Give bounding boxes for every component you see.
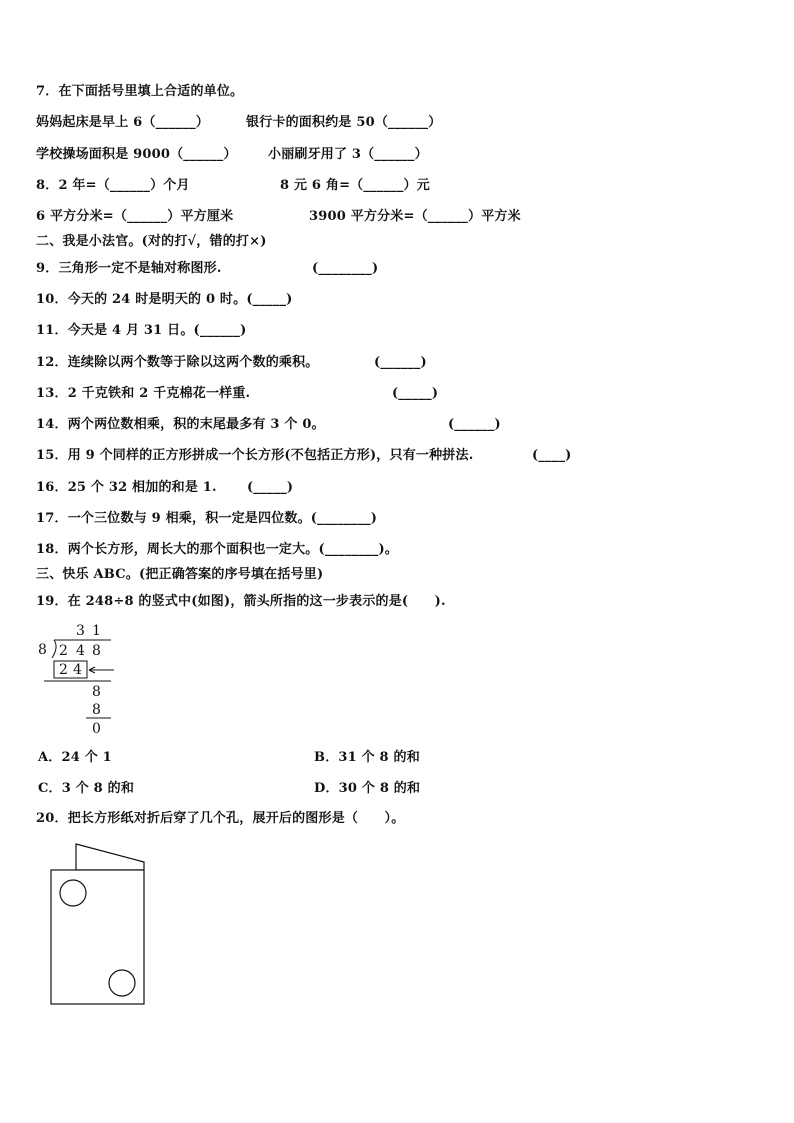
q12-text: 12．连续除以两个数等于除以这两个数的乘积。: [36, 355, 319, 370]
q19-option-a[interactable]: A．24 个 1: [38, 750, 112, 765]
dividend-digit: 4: [76, 643, 85, 659]
q14-answer-blank[interactable]: (______): [448, 417, 501, 432]
q7-title: 7．在下面括号里填上合适的单位。: [36, 84, 244, 99]
q15-answer-blank[interactable]: (____): [532, 448, 572, 463]
q8-item-dm2-m2: 3900 平方分米=（______）平方米: [309, 209, 521, 224]
q19-option-d[interactable]: D．30 个 8 的和: [314, 781, 421, 796]
step-digit: 2: [59, 662, 68, 678]
dividend-digit: 2: [59, 643, 68, 659]
q16-answer-blank[interactable]: (_____): [247, 480, 294, 495]
hole-top-left: [60, 880, 86, 906]
q10-text: 10．今天的 24 时是明天的 0 时。(_____): [36, 292, 293, 307]
quotient-digit: 3: [76, 623, 85, 639]
section-2-heading: 二、我是小法官。(对的打√，错的打×): [36, 234, 267, 249]
q7-item-wakeup: 妈妈起床是早上 6（______）: [36, 115, 209, 130]
q7-item-bankcard: 银行卡的面积约是 50（______）: [246, 115, 442, 130]
q8-item-dm2-cm2: 6 平方分米=（______）平方厘米: [36, 209, 234, 224]
q7-item-brushteeth: 小丽刷牙用了 3（______）: [268, 147, 428, 162]
q9-text: 9．三角形一定不是轴对称图形.: [36, 261, 222, 276]
step-digit: 8: [92, 684, 101, 700]
q15-text: 15．用 9 个同样的正方形拼成一个长方形(不包括正方形)，只有一种拼法.: [36, 448, 474, 463]
q19-text: 19．在 248÷8 的竖式中(如图)，箭头所指的这一步表示的是( ).: [36, 594, 446, 609]
q9-answer-blank[interactable]: (________): [312, 261, 379, 276]
quotient-digit: 1: [92, 623, 101, 639]
q11-text: 11．今天是 4 月 31 日。(______): [36, 323, 247, 338]
q19-option-b[interactable]: B．31 个 8 的和: [314, 750, 420, 765]
q16-text: 16．25 个 32 相加的和是 1.: [36, 480, 217, 495]
q12-answer-blank[interactable]: (______): [374, 355, 427, 370]
step-digit: 8: [92, 702, 101, 718]
remainder: 0: [92, 721, 101, 737]
q18-text: 18．两个长方形，周长大的那个面积也一定大。(________)。: [36, 542, 398, 557]
q7-item-playground: 学校操场面积是 9000（______）: [36, 147, 237, 162]
q17-text: 17．一个三位数与 9 相乘，积一定是四位数。(________): [36, 511, 378, 526]
q13-answer-blank[interactable]: (_____): [392, 386, 439, 401]
dividend-digit: 8: [92, 643, 101, 659]
q8-item-yuan: 8 元 6 角=（______）元: [280, 178, 430, 193]
long-division-figure: [34, 618, 124, 740]
division-bracket: [52, 640, 56, 658]
q19-option-c[interactable]: C．3 个 8 的和: [38, 781, 135, 796]
q8-item-years: 8．2 年=（______）个月: [36, 178, 190, 193]
q20-text: 20．把长方形纸对折后穿了几个孔，展开后的图形是（ ）。: [36, 811, 405, 826]
section-3-heading: 三、快乐 ABC。(把正确答案的序号填在括号里): [36, 567, 324, 582]
hole-bottom-right: [109, 970, 135, 996]
step-digit: 4: [73, 662, 82, 678]
divisor: 8: [38, 642, 47, 658]
q14-text: 14．两个两位数相乘，积的末尾最多有 3 个 0。: [36, 417, 325, 432]
q13-text: 13．2 千克铁和 2 千克棉花一样重.: [36, 386, 251, 401]
folded-paper-figure: [44, 838, 154, 1010]
folded-flap: [76, 844, 144, 870]
